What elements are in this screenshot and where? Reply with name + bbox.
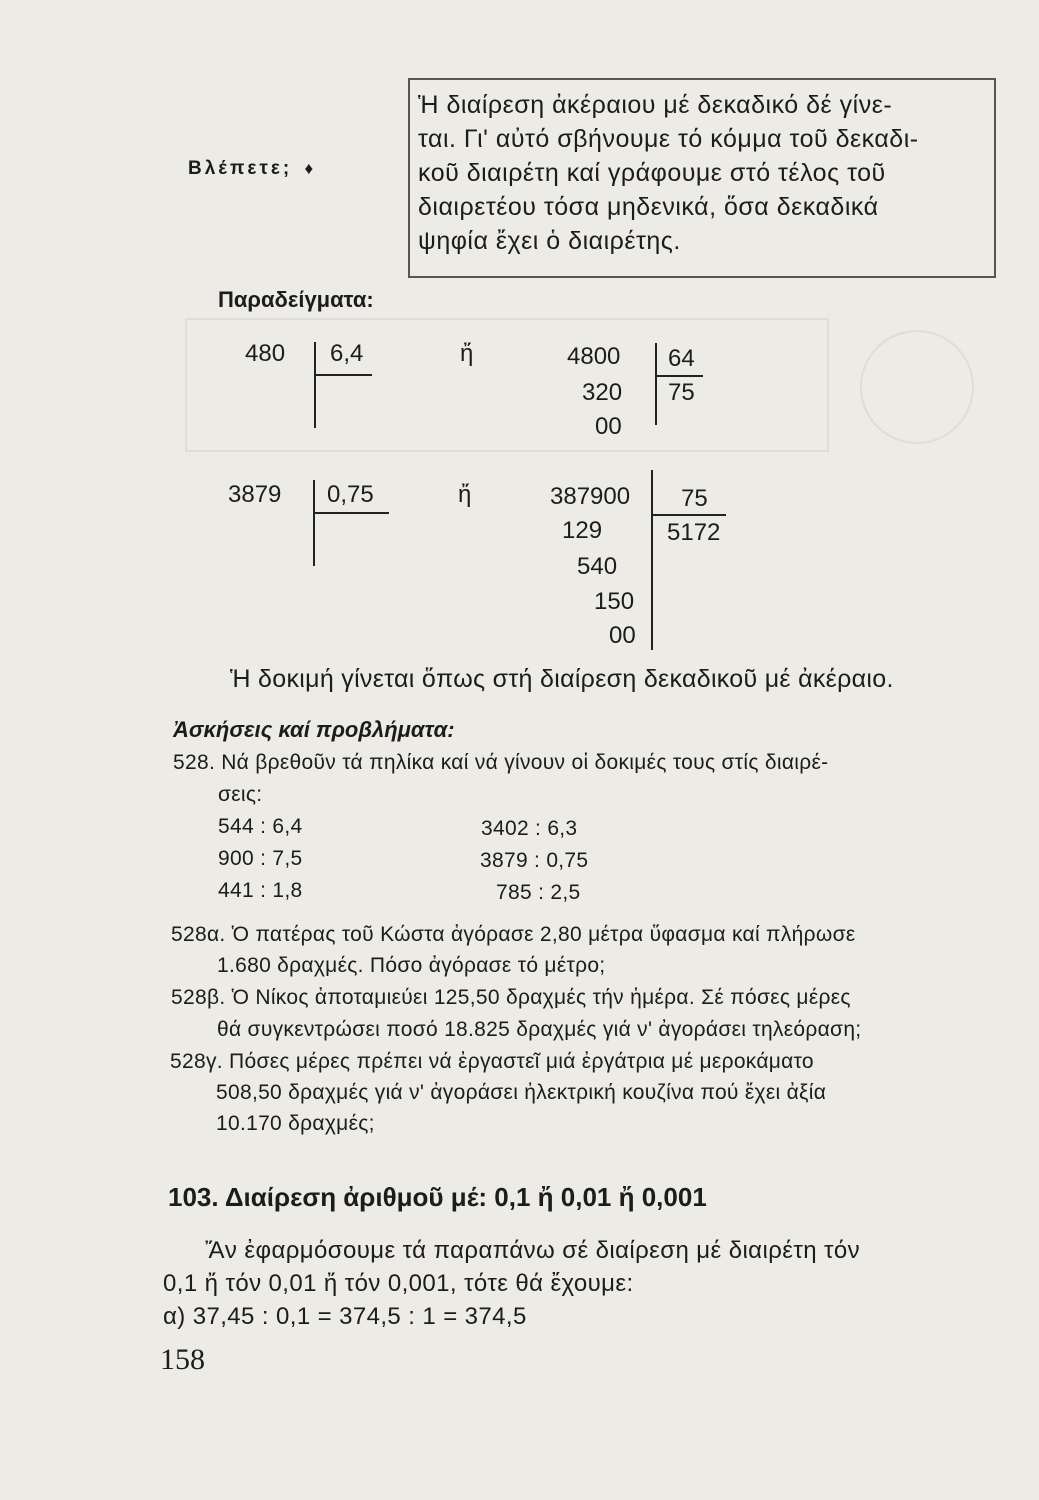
division-step: 00 — [595, 413, 622, 440]
long-dividend: 4800 — [567, 343, 621, 370]
exercise-528c-line: 508,50 δραχμές γιά ν' ἀγοράσει ἠλεκτρική κουζίνα πού ἔχει ἀξία — [216, 1081, 827, 1104]
long-division-horizontal-line — [655, 375, 703, 377]
exercise-528-item: 441 : 1,8 — [218, 879, 303, 902]
exercise-528-item: 900 : 7,5 — [218, 847, 303, 870]
page-number: 158 — [160, 1343, 205, 1376]
rule-line: διαιρετέου τόσα μηδενικά, ὅσα δεκαδικά — [418, 193, 879, 221]
bleed-through-box — [185, 318, 829, 452]
or-word: ἤ — [460, 340, 474, 367]
dividend: 3879 — [228, 481, 282, 508]
rule-line: Ἡ διαίρεση ἀκέραιου μέ δεκαδικό δέ γίνε- — [418, 91, 893, 119]
long-divisor: 75 — [681, 485, 708, 512]
see-label — [188, 158, 316, 180]
divisor: 0,75 — [327, 481, 374, 508]
long-division-vertical-line — [651, 470, 653, 650]
see-label-text: Βλέπετε; — [188, 158, 293, 179]
rule-line: ται. Γι' αὐτό σβήνουμε τό κόμμα τοῦ δεκαδι- — [418, 125, 919, 153]
exercise-528-item: 3402 : 6,3 — [481, 817, 578, 840]
exercise-528-line: 528. Νά βρεθοῦν τά πηλίκα καί νά γίνουν οἱ δοκιμές τους στίς διαιρέ- — [173, 751, 829, 774]
division-step: 129 — [562, 517, 603, 544]
exercise-528a-line: 528α. Ὁ πατέρας τοῦ Κώστα ἀγόρασε 2,80 μέτρα ὕφασμα καί πλήρωσε — [171, 923, 856, 946]
bleed-through-circle — [860, 330, 974, 444]
quotient: 75 — [668, 379, 695, 406]
division-step: 540 — [577, 553, 618, 580]
exercises-title: Ἀσκήσεις καί προβλήματα: — [173, 717, 455, 742]
exercise-528b-line: 528β. Ὁ Νίκος ἀποταμιεύει 125,50 δραχμές τήν ἡμέρα. Σέ πόσες μέρες — [171, 986, 851, 1009]
exercise-528-item: 544 : 6,4 — [218, 815, 303, 838]
exercise-528-item: 785 : 2,5 — [496, 881, 581, 904]
exercise-528b-line: θά συγκεντρώσει ποσό 18.825 δραχμές γιά ν' ἀγοράσει τηλεόραση; — [217, 1018, 862, 1041]
divisor: 6,4 — [330, 340, 364, 367]
long-division-horizontal-line — [651, 514, 726, 516]
quotient: 5172 — [667, 519, 721, 546]
rule-line: κοῦ διαιρέτη καί γράφουμε στό τέλος τοῦ — [418, 159, 886, 187]
exercise-528a-line: 1.680 δραχμές. Πόσο ἀγόρασε τό μέτρο; — [217, 954, 606, 977]
division-step: 00 — [609, 622, 636, 649]
long-dividend: 387900 — [550, 483, 631, 510]
dividend: 480 — [245, 340, 286, 367]
section-103-line: Ἄν ἐφαρμόσουμε τά παραπάνω σέ διαίρεση μέ διαιρέτη τόν — [205, 1237, 861, 1264]
division-vertical-line — [314, 342, 316, 428]
pointing-hand-icon: ♦ — [304, 159, 317, 178]
rule-text — [418, 88, 993, 258]
exercise-528c-line: 10.170 δραχμές; — [216, 1112, 375, 1135]
section-103-line: α) 37,45 : 0,1 = 374,5 : 1 = 374,5 — [163, 1303, 527, 1330]
long-division-vertical-line — [655, 343, 657, 425]
exercise-528c-line: 528γ. Πόσες μέρες πρέπει νά ἐργαστεῖ μιά ἐργάτρια μέ μεροκάματο — [170, 1050, 814, 1073]
division-vertical-line — [313, 480, 315, 566]
section-103-title: 103. Διαίρεση ἀριθμοῦ μέ: 0,1 ἤ 0,01 ἤ 0,001 — [168, 1182, 707, 1212]
division-step: 320 — [582, 379, 623, 406]
or-word: ἤ — [458, 481, 472, 508]
rule-line: ψηφία ἔχει ὁ διαιρέτης. — [418, 227, 681, 255]
exercise-528-item: 3879 : 0,75 — [480, 849, 589, 872]
long-divisor: 64 — [668, 345, 695, 372]
division-horizontal-line — [313, 512, 389, 514]
section-103-line: 0,1 ἤ τόν 0,01 ἤ τόν 0,001, τότε θά ἔχουμε: — [163, 1270, 634, 1297]
division-step: 150 — [594, 588, 635, 615]
check-note: Ἡ δοκιμή γίνεται ὅπως στή διαίρεση δεκαδικοῦ μέ ἀκέραιο. — [230, 665, 894, 693]
examples-title: Παραδείγματα: — [218, 287, 374, 312]
division-horizontal-line — [314, 374, 372, 376]
exercise-528-line: σεις: — [218, 783, 263, 806]
